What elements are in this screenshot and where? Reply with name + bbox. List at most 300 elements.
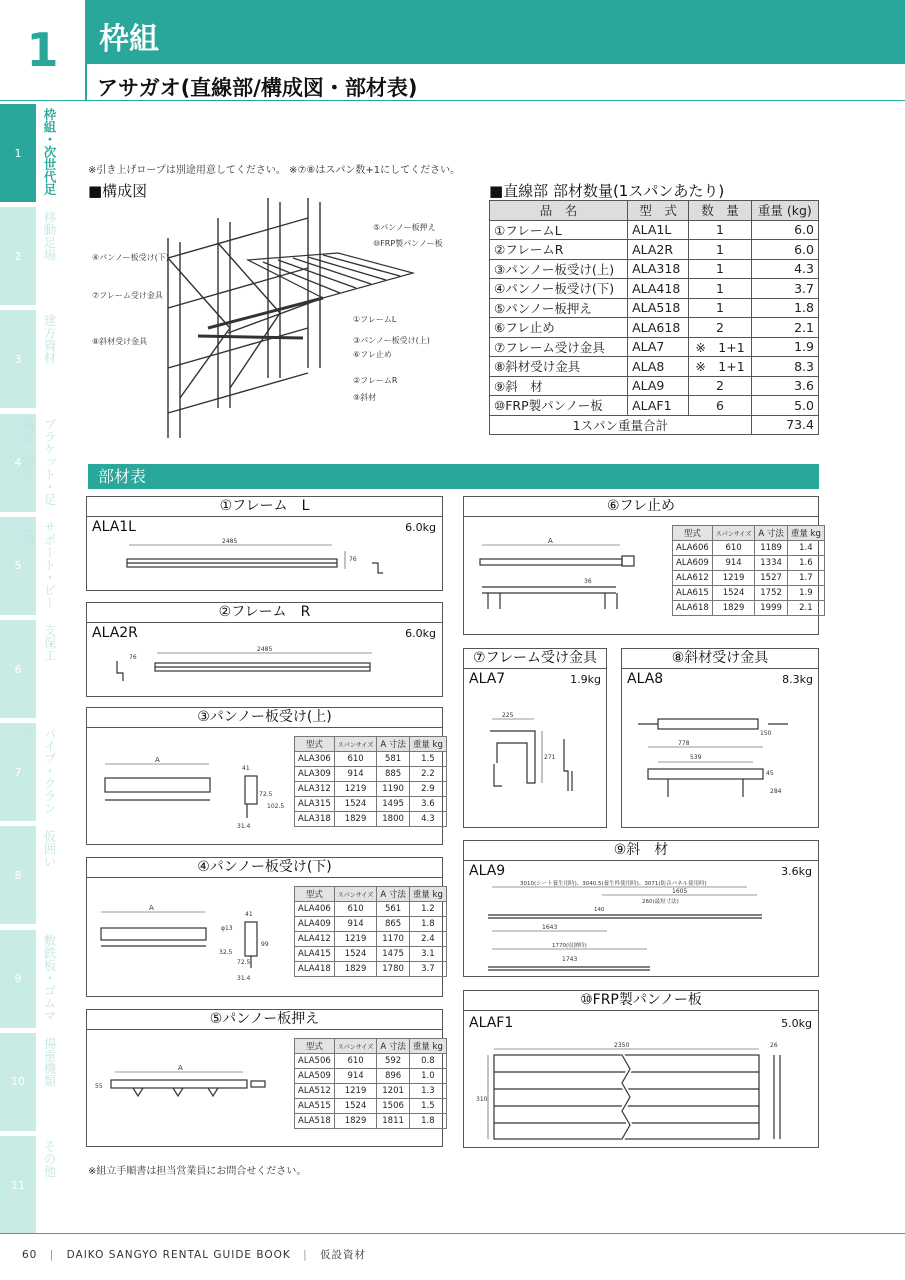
table-cell: ALA612 [673, 571, 713, 586]
table-cell: 5.0 [751, 396, 818, 416]
sidebar-label-9: 敷鉄板・ゴムマット [20, 933, 57, 1022]
item-weight: 8.3kg [782, 673, 813, 686]
table-cell: 1.2 [409, 902, 446, 917]
table-cell: ALA509 [295, 1069, 335, 1084]
table-row [295, 797, 447, 812]
item-title: ⑦フレーム受け金具 [464, 649, 606, 669]
table-cell: 610 [334, 902, 377, 917]
table-cell: ALA609 [673, 556, 713, 571]
board-lower-drawing [97, 896, 282, 991]
table-cell: 1752 [755, 586, 788, 601]
table-cell: ALA415 [295, 947, 335, 962]
table-cell: ALA1L [628, 220, 689, 240]
table-cell: ALA618 [628, 318, 689, 338]
table-cell: 1201 [377, 1084, 410, 1099]
item-brace [463, 496, 819, 635]
item-weight: 6.0kg [405, 627, 436, 640]
footer-rule [0, 1233, 905, 1234]
dimension-label: 225 [502, 712, 514, 719]
callout-label: ⑨斜材 [353, 393, 377, 402]
callout-label: ⑦フレーム受け金具 [92, 291, 163, 300]
item-board-upper [86, 707, 443, 845]
table-row [295, 767, 447, 782]
table-cell: ⑩FRP製パンノー板 [490, 396, 628, 416]
spec-header: スパンサイズ [334, 737, 377, 752]
table-cell: ALA309 [295, 767, 335, 782]
table-row [673, 601, 825, 616]
sidebar-tab-8[interactable]: 8 [0, 826, 36, 924]
table-row [295, 902, 447, 917]
sidebar-label-10: 揚重機類 [42, 1036, 57, 1087]
item-title: ⑥フレ止め [464, 497, 818, 517]
callout-label: ②フレームR [353, 376, 398, 385]
table-cell: 581 [377, 752, 410, 767]
parts-header: 品 名 [490, 201, 628, 221]
table-cell: ③パンノー板受け(上) [490, 259, 628, 279]
note-top: ※引き上げロープは別途用意してください。 ※⑦⑧はスパン数+1にしてください。 [88, 165, 461, 176]
item-title: ⑧斜材受け金具 [622, 649, 818, 669]
table-cell: ⑨斜 材 [490, 376, 628, 396]
table-cell: 885 [377, 767, 410, 782]
table-cell: 2 [689, 376, 751, 396]
table-cell: ALA406 [295, 902, 335, 917]
table-cell: ALA518 [295, 1114, 335, 1129]
table-cell: 1219 [334, 1084, 377, 1099]
board-upper-drawing [97, 748, 285, 838]
table-cell: ⑥フレ止め [490, 318, 628, 338]
table-cell: 1.5 [409, 1099, 446, 1114]
table-cell: 4.3 [751, 259, 818, 279]
dimension-label: A [178, 1064, 183, 1072]
table-cell: 610 [334, 1054, 377, 1069]
table-cell: 1 [689, 240, 751, 260]
table-cell: 561 [377, 902, 410, 917]
table-cell: ALA315 [295, 797, 335, 812]
item-board-lower [86, 857, 443, 997]
item-title: ⑤パンノー板押え [87, 1010, 442, 1030]
table-cell: ALA518 [628, 298, 689, 318]
brace-drawing [470, 531, 670, 631]
table-cell: 1 [689, 259, 751, 279]
callout-label: ⑧斜材受け金具 [92, 337, 148, 346]
table-cell: 914 [334, 767, 377, 782]
table-cell: 1.9 [787, 586, 824, 601]
parts-table-title: ■直線部 部材数量(1スパンあたり) [489, 182, 725, 200]
item-code: ALA1L [92, 519, 136, 535]
item-code: ALA7 [469, 671, 506, 687]
sidebar-tab-3[interactable]: 3 [0, 310, 36, 408]
dimension-label: 284 [770, 788, 782, 795]
table-cell: 865 [377, 917, 410, 932]
table-cell: 914 [712, 556, 755, 571]
item-frp [463, 990, 819, 1148]
dimension-label: 310 [476, 1096, 488, 1103]
dimension-label: 72.5 [237, 959, 251, 966]
table-cell: 1524 [334, 947, 377, 962]
spec-header: 型式 [295, 1039, 335, 1054]
item-title: ③パンノー板受け(上) [87, 708, 442, 728]
spec-header: A 寸法 [377, 887, 410, 902]
spec-header: 重量 kg [787, 526, 824, 541]
frame-r-drawing [107, 643, 437, 693]
sidebar-tab-2[interactable]: 2 [0, 207, 36, 305]
table-cell: 1219 [334, 932, 377, 947]
item-weight: 5.0kg [781, 1017, 812, 1030]
item-weight: 1.9kg [570, 673, 601, 686]
item-code: ALA8 [627, 671, 664, 687]
table-cell: 1800 [377, 812, 410, 827]
dimension-label: A [149, 904, 154, 912]
dimension-label: 45 [766, 770, 774, 777]
section-name: 仮設資材 [320, 1249, 367, 1261]
item-code: ALAF1 [469, 1015, 514, 1031]
dimension-label: 76 [129, 654, 137, 661]
total-value: 73.4 [751, 415, 818, 435]
item-weight: 3.6kg [781, 865, 812, 878]
table-cell: ALAF1 [628, 396, 689, 416]
table-row [490, 396, 819, 416]
diag-bracket-drawing [628, 707, 814, 825]
bom-section-title: 部材表 [88, 464, 819, 489]
dimension-label: 260(最短寸法) [642, 899, 679, 905]
callout-label: ⑩FRP製パンノー板 [373, 239, 443, 248]
dimension-label: 778 [678, 740, 690, 747]
table-cell: 1 [689, 279, 751, 299]
callout-label: ④パンノー板受け(下) [92, 253, 169, 262]
table-cell: 1524 [712, 586, 755, 601]
dimension-label: A [548, 537, 553, 545]
table-cell: 610 [712, 541, 755, 556]
table-cell: ALA606 [673, 541, 713, 556]
dimension-label: 1770(収納時) [552, 943, 587, 949]
spec-table [294, 886, 447, 977]
table-row [490, 259, 819, 279]
dimension-label: 76 [349, 556, 357, 563]
sidebar-label-7: パイプ・クランプ [20, 727, 57, 815]
table-cell: 1780 [377, 962, 410, 977]
table-cell: 1189 [755, 541, 788, 556]
table-row [295, 1069, 447, 1084]
table-cell: 8.3 [751, 357, 818, 377]
table-row [295, 1099, 447, 1114]
sidebar-label-8: 仮囲い [42, 830, 57, 868]
frame-bracket-drawing [472, 709, 600, 824]
table-cell: 1524 [334, 1099, 377, 1114]
table-cell: 1219 [712, 571, 755, 586]
spec-table [672, 525, 825, 616]
table-cell: 914 [334, 917, 377, 932]
table-cell: 6 [689, 396, 751, 416]
diagonal-drawing [482, 877, 812, 975]
table-cell: 1 [689, 298, 751, 318]
table-cell: 3.6 [409, 797, 446, 812]
table-cell: 2 [689, 318, 751, 338]
table-cell: ※ 1+1 [689, 357, 751, 377]
spec-header: A 寸法 [755, 526, 788, 541]
item-frame-r [86, 602, 443, 697]
table-cell: 914 [334, 1069, 377, 1084]
table-cell: ALA312 [295, 782, 335, 797]
table-row [295, 947, 447, 962]
page-subtitle: アサガオ(直線部/構成図・部材表) [97, 76, 418, 100]
table-cell: 1475 [377, 947, 410, 962]
table-cell: 1.7 [787, 571, 824, 586]
callout-label: ①フレームL [353, 315, 397, 324]
dimension-label: 2485 [257, 646, 273, 653]
table-cell: ALA618 [673, 601, 713, 616]
table-cell: ALA409 [295, 917, 335, 932]
callout-label: ⑥フレ止め [353, 350, 392, 359]
table-row [490, 240, 819, 260]
table-cell: 6.0 [751, 220, 818, 240]
table-cell: 1.8 [751, 298, 818, 318]
sidebar-tab-10[interactable]: 10 [0, 1033, 36, 1131]
dimension-label: 36 [584, 578, 592, 585]
table-cell: ※ 1+1 [689, 337, 751, 357]
callout-label: ⑤パンノー板押え [373, 223, 436, 232]
item-code: ALA9 [469, 863, 506, 879]
table-row [295, 812, 447, 827]
table-cell: 1.8 [409, 917, 446, 932]
table-cell: 1.8 [409, 1114, 446, 1129]
table-row [295, 782, 447, 797]
table-cell: 1.6 [787, 556, 824, 571]
table-cell: 2.2 [409, 767, 446, 782]
table-cell: ALA9 [628, 376, 689, 396]
table-cell: 1.3 [409, 1084, 446, 1099]
sidebar-label-6: 支保工 [42, 624, 57, 662]
table-row [490, 376, 819, 396]
table-row [673, 586, 825, 601]
dimension-label: 2485 [222, 538, 238, 545]
dimension-label: 26 [770, 1042, 778, 1049]
table-cell: ALA8 [628, 357, 689, 377]
table-row [490, 357, 819, 377]
table-cell: 2.9 [409, 782, 446, 797]
dimension-label: 99 [261, 941, 269, 948]
item-diagonal [463, 840, 819, 977]
sidebar-label-3: 建方資材 [42, 314, 57, 365]
item-frame-l [86, 496, 443, 591]
table-cell: ALA615 [673, 586, 713, 601]
parts-quantity-table [489, 200, 819, 435]
table-cell: ④パンノー板受け(下) [490, 279, 628, 299]
spec-header: A 寸法 [377, 737, 410, 752]
spec-header: スパンサイズ [334, 887, 377, 902]
table-cell: 1 [689, 220, 751, 240]
table-cell: 1170 [377, 932, 410, 947]
table-cell: ⑤パンノー板押え [490, 298, 628, 318]
table-row [490, 318, 819, 338]
table-cell: 1.0 [409, 1069, 446, 1084]
dimension-label: 1605 [672, 888, 688, 895]
dimension-label: 1643 [542, 924, 558, 931]
spec-table [294, 736, 447, 827]
page-title: 枠組 [87, 0, 905, 64]
table-row [490, 279, 819, 299]
table-cell: 592 [377, 1054, 410, 1069]
table-row [673, 556, 825, 571]
item-title: ④パンノー板受け(下) [87, 858, 442, 878]
table-cell: 1.5 [409, 752, 446, 767]
table-row [673, 541, 825, 556]
table-cell: ②フレームR [490, 240, 628, 260]
table-cell: 3.6 [751, 376, 818, 396]
table-cell: 610 [334, 752, 377, 767]
dimension-label: 539 [690, 754, 702, 761]
table-cell: 3.7 [751, 279, 818, 299]
table-cell: 1524 [334, 797, 377, 812]
table-cell: 4.3 [409, 812, 446, 827]
table-cell: 0.8 [409, 1054, 446, 1069]
item-diag-bracket [621, 648, 819, 828]
table-row [295, 932, 447, 947]
table-cell: ALA418 [628, 279, 689, 299]
spec-header: 重量 kg [409, 737, 446, 752]
table-cell: 2.4 [409, 932, 446, 947]
table-cell: 1495 [377, 797, 410, 812]
sidebar-tab-6[interactable]: 6 [0, 620, 36, 718]
item-frame-bracket [463, 648, 607, 828]
sidebar-tab-7[interactable]: 7 [0, 723, 36, 821]
sidebar-tab-4[interactable]: 4 [0, 414, 36, 512]
parts-header: 数 量 [689, 201, 751, 221]
table-row [490, 337, 819, 357]
table-cell: ①フレームL [490, 220, 628, 240]
dimension-label: 41 [242, 765, 250, 772]
header-rule [0, 100, 905, 101]
table-cell: 1334 [755, 556, 788, 571]
assembly-diagram [88, 198, 448, 448]
table-cell: 2.1 [751, 318, 818, 338]
dimension-label: 2350 [614, 1042, 630, 1049]
table-cell: 6.0 [751, 240, 818, 260]
item-code: ALA2R [92, 625, 138, 641]
callout-label: ③パンノー板受け(上) [353, 336, 430, 345]
table-row [295, 752, 447, 767]
dimension-label: 55 [95, 1083, 103, 1090]
diagram-title: ■構成図 [88, 182, 148, 200]
spec-header: 型式 [295, 737, 335, 752]
table-cell: 1829 [334, 962, 377, 977]
dimension-label: 1743 [562, 956, 578, 963]
table-row [295, 1054, 447, 1069]
parts-header: 型 式 [628, 201, 689, 221]
table-cell: 1829 [334, 1114, 377, 1129]
item-weight: 6.0kg [405, 521, 436, 534]
table-cell: ALA318 [628, 259, 689, 279]
table-row [295, 917, 447, 932]
table-row [295, 962, 447, 977]
page-number: 60 [22, 1249, 38, 1261]
dimension-note: 3010(シート養生用時)、3040.5(養生枠使用時)、3071(防音パネル使用時) [520, 881, 707, 887]
sidebar-label-1: 枠組・次世代足場 [20, 108, 57, 196]
table-cell: 2.1 [787, 601, 824, 616]
dimension-label: φ13 [221, 925, 233, 932]
dimension-label: 72.5 [259, 791, 273, 798]
table-cell: ⑧斜材受け金具 [490, 357, 628, 377]
sidebar-tab-11[interactable]: 11 [0, 1136, 36, 1234]
sidebar-label-2: 移動足場 [42, 211, 57, 262]
spec-header: 重量 kg [409, 1039, 446, 1054]
table-cell: 1.9 [751, 337, 818, 357]
spec-header: 型式 [673, 526, 713, 541]
dimension-label: 31.4 [237, 823, 251, 830]
total-label: 1スパン重量合計 [490, 415, 752, 435]
table-cell: 1811 [377, 1114, 410, 1129]
dimension-label: 271 [544, 754, 556, 761]
spec-table [294, 1038, 447, 1129]
table-cell: ALA506 [295, 1054, 335, 1069]
dimension-label: 102.5 [267, 803, 285, 810]
table-cell: ALA512 [295, 1084, 335, 1099]
table-cell: 1829 [712, 601, 755, 616]
parts-header: 重量 (kg) [751, 201, 818, 221]
table-cell: ALA412 [295, 932, 335, 947]
table-row [490, 220, 819, 240]
table-row [295, 1114, 447, 1129]
dimension-label: 140 [594, 907, 605, 913]
table-cell: ALA306 [295, 752, 335, 767]
table-cell: 1.4 [787, 541, 824, 556]
sidebar-label-4: ブラケット・足場板・脚立 [20, 417, 57, 506]
table-cell: ⑦フレーム受け金具 [490, 337, 628, 357]
table-row [673, 571, 825, 586]
sidebar-tab-1[interactable]: 1 [0, 104, 36, 202]
table-cell: 1527 [755, 571, 788, 586]
table-cell: 1506 [377, 1099, 410, 1114]
dimension-label: 41 [245, 911, 253, 918]
sidebar-tab-5[interactable]: 5 [0, 517, 36, 615]
table-row [295, 1084, 447, 1099]
chapter-number: 1 [26, 23, 59, 77]
spec-header: スパンサイズ [334, 1039, 377, 1054]
sidebar-tab-9[interactable]: 9 [0, 930, 36, 1028]
dimension-label: 32.5 [219, 949, 233, 956]
item-title: ①フレーム L [87, 497, 442, 517]
item-board-press [86, 1009, 443, 1147]
item-title: ⑨斜 材 [464, 841, 818, 861]
dimension-label: 31.4 [237, 975, 251, 982]
table-cell: ALA418 [295, 962, 335, 977]
table-cell: 3.1 [409, 947, 446, 962]
frame-l-drawing [117, 537, 437, 587]
dimension-label: A [155, 756, 160, 764]
table-cell: 3.7 [409, 962, 446, 977]
table-cell: 1999 [755, 601, 788, 616]
footer: 60 | DAIKO SANGYO RENTAL GUIDE BOOK | 仮設資材 [22, 1249, 367, 1261]
total-row [490, 415, 819, 435]
table-row [490, 298, 819, 318]
spec-header: 型式 [295, 887, 335, 902]
table-cell: 1190 [377, 782, 410, 797]
spec-header: A 寸法 [377, 1039, 410, 1054]
table-cell: 896 [377, 1069, 410, 1084]
item-title: ⑩FRP製パンノー板 [464, 991, 818, 1011]
table-cell: ALA2R [628, 240, 689, 260]
frp-drawing [474, 1035, 794, 1147]
table-cell: ALA7 [628, 337, 689, 357]
table-cell: ALA515 [295, 1099, 335, 1114]
item-title: ②フレーム R [87, 603, 442, 623]
table-cell: 1829 [334, 812, 377, 827]
spec-header: スパンサイズ [712, 526, 755, 541]
table-cell: ALA318 [295, 812, 335, 827]
board-press-drawing [93, 1058, 283, 1118]
spec-header: 重量 kg [409, 887, 446, 902]
dimension-label: 150 [760, 730, 772, 737]
sidebar-label-5: サポート・ビーム類 [20, 520, 57, 609]
